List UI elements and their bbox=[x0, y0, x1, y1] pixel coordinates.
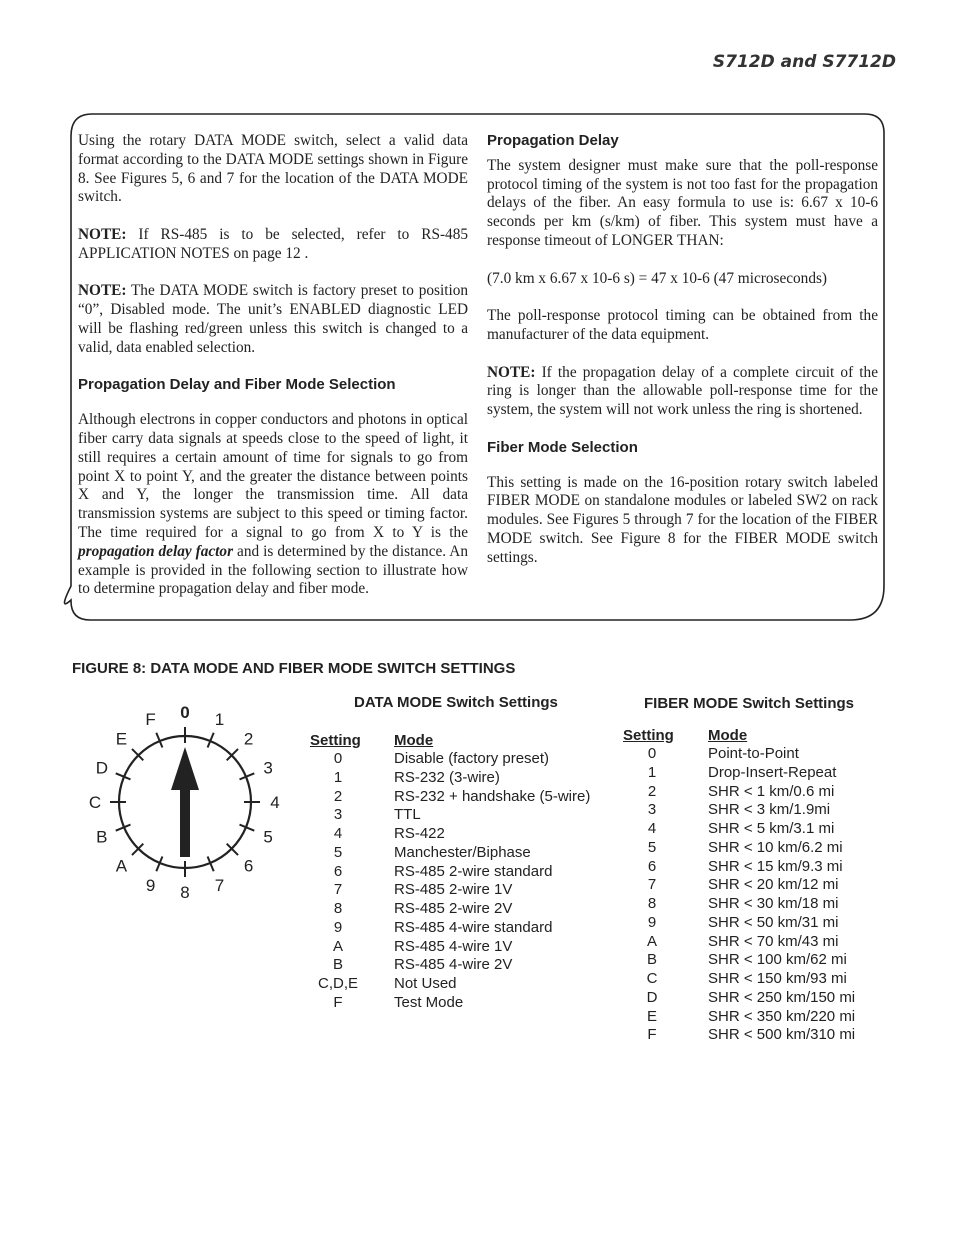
table-row bbox=[306, 975, 616, 994]
setting-cell: 2 bbox=[647, 782, 657, 800]
mode-cell: SHR < 150 km/93 mi bbox=[708, 970, 847, 987]
note-text: If the propagation delay of a complete circuit of the ring is longer than the allowable poll-response time for the system, the system will not work unless the ring is shortened. bbox=[487, 363, 878, 419]
setting-cell: 5 bbox=[333, 843, 343, 861]
table-row bbox=[623, 895, 883, 914]
table-row bbox=[623, 1008, 883, 1027]
fiber-mode-paragraph: This setting is made on the 16-position rotary switch labeled FIBER MODE on standalone modules or labeled SW2 on rack modules. See Figures 5 through 7 for the location of the FIBER MODE switch. See Figure 8 for the FIBER MODE switch settings. bbox=[487, 473, 878, 566]
note-text: If RS-485 is to be selected, refer to RS-485 APPLICATION NOTES on page 12 . bbox=[78, 225, 468, 262]
mode-cell: RS-232 (3-wire) bbox=[394, 768, 500, 786]
table-row bbox=[623, 764, 883, 783]
setting-cell: 8 bbox=[647, 895, 657, 912]
mode-cell: RS-485 4-wire 2V bbox=[394, 956, 513, 974]
mode-cell: SHR < 30 km/18 mi bbox=[708, 895, 839, 912]
rotary-switch-dial bbox=[70, 692, 300, 907]
mode-cell: RS-485 4-wire 1V bbox=[394, 937, 513, 955]
dial-label: 1 bbox=[214, 709, 225, 729]
mode-cell: SHR < 50 km/31 mi bbox=[708, 913, 839, 931]
fiber-mode-table bbox=[623, 727, 883, 1047]
mode-cell: RS-485 2-wire 1V bbox=[394, 881, 513, 899]
body-text: Although electrons in copper conductors and photons in optical fiber carry data signals at speeds close to the speed of light, it still requires a certain amount of time for signals to go from point X to point Y, and the greater the distance between points X and Y, the longer the transmission time. All data transmission systems are subject to this speed or timing factor. The time required for a signal to go from X to Y is the bbox=[78, 411, 468, 541]
figure-title: FIGURE 8: DATA MODE AND FIBER MODE SWITCH SETTINGS bbox=[72, 660, 516, 677]
dial-tick bbox=[227, 749, 238, 760]
mode-cell: Test Mode bbox=[394, 993, 464, 1011]
table-row bbox=[623, 914, 883, 933]
mode-cell: Not Used bbox=[394, 975, 457, 992]
mode-cell: Disable (factory preset) bbox=[394, 750, 550, 767]
setting-cell: A bbox=[646, 932, 657, 950]
setting-cell: 9 bbox=[647, 913, 657, 931]
mode-cell: RS-485 4-wire standard bbox=[394, 918, 553, 936]
table-row bbox=[623, 783, 883, 802]
dial-label: A bbox=[115, 856, 128, 876]
left-text-column bbox=[78, 132, 468, 618]
table-row bbox=[306, 788, 616, 807]
section-heading-propagation-fiber: Propagation Delay and Fiber Mode Selection bbox=[78, 376, 396, 394]
table-row bbox=[306, 956, 616, 975]
mode-cell: SHR < 70 km/43 mi bbox=[708, 932, 839, 950]
table-row bbox=[306, 900, 616, 919]
setting-cell: 7 bbox=[333, 881, 343, 899]
note-factory-preset-paragraph bbox=[78, 282, 468, 357]
note-label: NOTE: bbox=[78, 225, 127, 243]
arrow-pointer-icon bbox=[171, 747, 199, 857]
setting-cell: 4 bbox=[333, 825, 343, 842]
table-row bbox=[306, 750, 616, 769]
mode-cell: Point-to-Point bbox=[708, 745, 799, 762]
propagation-delay-paragraph: The system designer must make sure that the poll-response protocol timing of the system is not too fast for the propagation delays of the fiber. An easy formula to use is: 6.67 x 10-6 seconds per km (s/km) of fiber. This system must have a response timeout of LONGER THAN: bbox=[487, 156, 878, 249]
mode-cell: TTL bbox=[394, 806, 421, 824]
dial-label: 8 bbox=[180, 883, 190, 902]
dial-label: B bbox=[96, 827, 108, 847]
fiber-mode-table-title: FIBER MODE Switch Settings bbox=[644, 695, 855, 712]
dial-tick bbox=[132, 749, 143, 760]
mode-cell: SHR < 1 km/0.6 mi bbox=[708, 782, 835, 800]
emphasis-term: propagation delay factor bbox=[78, 542, 234, 560]
mode-cell: Manchester/Biphase bbox=[394, 843, 531, 861]
mode-cell: SHR < 350 km/220 mi bbox=[708, 1007, 856, 1025]
dial-label: 7 bbox=[214, 876, 225, 896]
setting-column-header: Setting bbox=[310, 732, 361, 749]
note-label: NOTE: bbox=[487, 363, 536, 381]
note-label: NOTE: bbox=[78, 282, 127, 300]
mode-cell: SHR < 5 km/3.1 mi bbox=[708, 820, 835, 837]
table-row bbox=[623, 839, 883, 858]
table-row bbox=[306, 881, 616, 900]
setting-cell: F bbox=[647, 1026, 657, 1044]
mode-cell: SHR < 250 km/150 mi bbox=[708, 988, 856, 1006]
table-row bbox=[306, 863, 616, 882]
setting-cell: B bbox=[332, 956, 343, 974]
mode-cell: Drop-Insert-Repeat bbox=[708, 763, 837, 781]
mode-cell: SHR < 15 km/9.3 mi bbox=[708, 857, 843, 875]
dial-label: 4 bbox=[270, 793, 280, 812]
setting-cell: 1 bbox=[647, 763, 657, 781]
propagation-body-paragraph bbox=[78, 411, 468, 599]
setting-cell: B bbox=[646, 951, 657, 969]
table-row bbox=[623, 858, 883, 877]
table-row bbox=[306, 994, 616, 1013]
setting-cell: 6 bbox=[333, 862, 343, 880]
table-row bbox=[623, 1026, 883, 1045]
setting-cell: C,D,E bbox=[317, 975, 358, 992]
table-row bbox=[623, 745, 883, 764]
dial-label: E bbox=[115, 729, 128, 749]
mode-cell: SHR < 500 km/310 mi bbox=[708, 1026, 856, 1044]
dial-tick bbox=[227, 844, 238, 855]
setting-cell: E bbox=[646, 1007, 657, 1025]
dial-label: 9 bbox=[145, 876, 156, 896]
mode-column-header: Mode bbox=[394, 732, 434, 749]
table-row bbox=[306, 919, 616, 938]
setting-cell: D bbox=[646, 988, 658, 1006]
table-row bbox=[306, 825, 616, 844]
setting-cell: 6 bbox=[647, 857, 657, 875]
setting-cell: 8 bbox=[333, 900, 343, 917]
manufacturer-paragraph: The poll-response protocol timing can be obtained from the manufacturer of the data equipment. bbox=[487, 307, 878, 343]
setting-cell: 3 bbox=[333, 806, 343, 824]
note-ring-paragraph bbox=[487, 364, 878, 420]
mode-cell: RS-422 bbox=[394, 825, 445, 842]
table-row bbox=[623, 876, 883, 895]
table-row bbox=[306, 769, 616, 788]
mode-cell: RS-485 2-wire standard bbox=[394, 862, 553, 880]
setting-cell: F bbox=[333, 993, 343, 1011]
setting-cell: 3 bbox=[647, 801, 657, 819]
table-row bbox=[306, 844, 616, 863]
mode-column-header: Mode bbox=[708, 727, 748, 744]
formula-line: (7.0 km x 6.67 x 10-6 s) = 47 x 10-6 (47 microseconds) bbox=[487, 269, 828, 287]
setting-cell: 9 bbox=[333, 918, 343, 936]
mode-cell: RS-485 2-wire 2V bbox=[394, 900, 513, 917]
mode-cell: SHR < 3 km/1.9mi bbox=[708, 801, 831, 819]
dial-tick bbox=[132, 844, 143, 855]
dial-label: 2 bbox=[243, 729, 254, 749]
data-mode-table bbox=[306, 732, 616, 1022]
setting-cell: A bbox=[332, 937, 343, 955]
setting-cell: 7 bbox=[647, 876, 657, 894]
right-text-column bbox=[487, 132, 878, 586]
table-row bbox=[306, 806, 616, 825]
setting-column-header: Setting bbox=[623, 727, 674, 744]
setting-cell: 1 bbox=[333, 768, 343, 786]
mode-cell: SHR < 10 km/6.2 mi bbox=[708, 838, 843, 856]
section-heading-fiber-mode: Fiber Mode Selection bbox=[487, 438, 638, 456]
setting-cell: 2 bbox=[333, 787, 343, 805]
table-row bbox=[306, 938, 616, 957]
table-row bbox=[623, 970, 883, 989]
dial-label: F bbox=[145, 709, 156, 729]
dial-label: D bbox=[95, 758, 108, 778]
table-row bbox=[623, 989, 883, 1008]
setting-cell: C bbox=[646, 970, 658, 987]
intro-paragraph: Using the rotary DATA MODE switch, select a valid data format according to the DATA MODE settings shown in Figure 8. See Figures 5, 6 and 7 for the location of the DATA MODE switch. bbox=[78, 132, 468, 206]
dial-label: 3 bbox=[263, 758, 273, 778]
setting-cell: 0 bbox=[333, 750, 343, 767]
mode-cell: SHR < 100 km/62 mi bbox=[708, 951, 847, 969]
dial-label: 0 bbox=[180, 703, 190, 722]
setting-cell: 5 bbox=[647, 838, 657, 856]
table-row bbox=[623, 933, 883, 952]
dial-label: C bbox=[88, 793, 102, 812]
note-rs485-paragraph bbox=[78, 226, 468, 264]
mode-cell: SHR < 20 km/12 mi bbox=[708, 876, 839, 894]
dial-label: 5 bbox=[263, 827, 273, 847]
note-text: The DATA MODE switch is factory preset to position “0”, Disabled mode. The unit’s ENABLED diagnostic LED will be flashing red/green unless this switch is changed to a valid, data enabled selection. bbox=[78, 282, 468, 356]
mode-cell: RS-232 + handshake (5-wire) bbox=[394, 787, 591, 805]
section-heading-propagation-delay: Propagation Delay bbox=[487, 132, 619, 149]
table-row bbox=[623, 951, 883, 970]
table-row bbox=[623, 820, 883, 839]
dial-label: 6 bbox=[243, 856, 254, 876]
data-mode-table-title: DATA MODE Switch Settings bbox=[354, 694, 558, 711]
setting-cell: 4 bbox=[647, 820, 657, 837]
body-text: and is determined by the distance. An example is provided in the following section to illustrate how to determine propagation delay and fiber mode. bbox=[78, 542, 468, 598]
setting-cell: 0 bbox=[647, 745, 657, 762]
page-header-title: S712D and S7712D bbox=[712, 52, 896, 72]
table-row bbox=[623, 801, 883, 820]
